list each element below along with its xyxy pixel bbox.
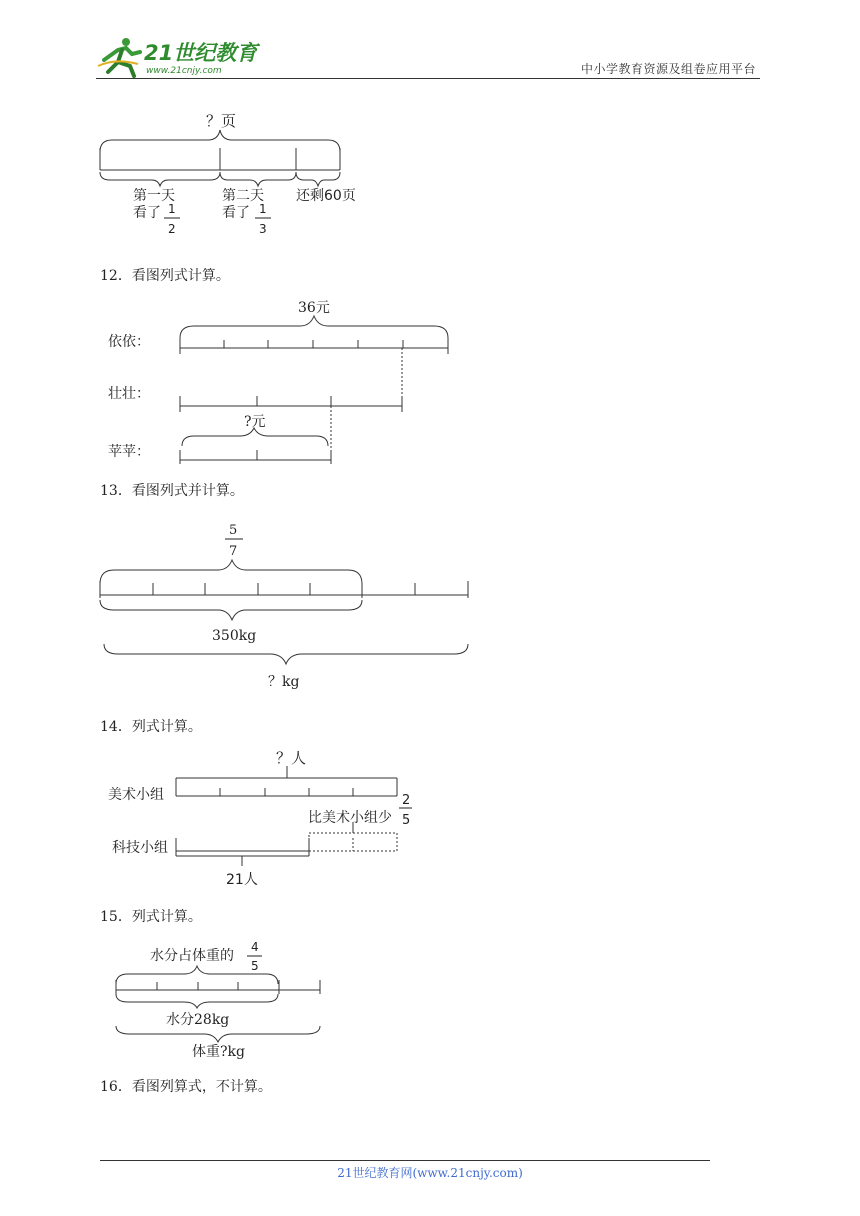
fig13-bottom-brace	[104, 644, 468, 664]
fig12-row3-name: 苹苹：	[108, 444, 150, 460]
figure-15	[116, 966, 320, 1042]
question-15-label: 15．列式计算。	[100, 909, 202, 925]
fig13-frac-den: 7	[229, 544, 238, 559]
fig11-day2-frac-den: 3	[259, 222, 267, 236]
fig15-labels	[150, 940, 262, 1060]
fig13-mid-brace	[100, 600, 362, 620]
fig12-top-brace	[180, 316, 448, 338]
fig11-day1-line2: 看了	[133, 205, 161, 221]
question-14-label: 14．列式计算。	[100, 719, 202, 735]
fig12-row3-label: ?元	[244, 414, 266, 430]
figure-11	[100, 112, 340, 186]
fig11-brace-remain	[296, 172, 340, 186]
logo-text: 21世纪教育	[144, 41, 258, 65]
fig12-pingping-brace	[182, 428, 328, 446]
fig11-day1-line1: 第一天	[133, 188, 175, 204]
figure-13	[100, 560, 468, 664]
fig12-total-label: 36元	[298, 300, 330, 316]
fig14-bottom-label: 21人	[226, 872, 258, 888]
question-16-label: 16．看图列算式，不计算。	[100, 1079, 272, 1095]
fig14-frac-den: 5	[402, 813, 411, 828]
fig11-total-label: ？页	[206, 112, 237, 130]
fig11-labels	[133, 188, 356, 236]
fig11-brace-day1	[100, 172, 220, 186]
fig15-mid-label: 水分28kg	[166, 1012, 230, 1028]
fig13-labels	[212, 523, 299, 690]
fig11-remain-label: 还剩60页	[296, 188, 356, 204]
fig15-frac-num: 4	[251, 940, 259, 954]
fig14-less-label: 比美术小组少	[308, 810, 392, 826]
fig11-day1-frac-den: 2	[168, 222, 176, 236]
fig15-top-label: 水分占体重的	[150, 948, 234, 964]
fig15-bottom-brace	[116, 1026, 320, 1042]
fig13-top-brace	[100, 560, 362, 584]
fig15-frac-den: 5	[251, 959, 259, 973]
fig12-row1-name: 依依：	[108, 334, 150, 350]
fig13-frac-num: 5	[229, 523, 238, 538]
fig11-day2-frac-num: 1	[259, 202, 267, 216]
question-13-label: 13．看图列式并计算。	[100, 483, 244, 499]
footer-rule	[100, 1160, 710, 1161]
fig14-frac-num: 2	[402, 793, 411, 808]
fig14-labels	[108, 749, 412, 888]
figure-12	[180, 316, 448, 464]
fig13-total-label: ？kg	[268, 674, 300, 690]
fig11-day1-frac-num: 1	[168, 202, 176, 216]
fig14-total-label: ？人	[276, 749, 307, 767]
fig15-mid-brace	[116, 994, 278, 1008]
logo-url-text: www.21cnjy.com	[146, 66, 222, 76]
footer-source-text: 21世纪教育网(www.21cnjy.com)	[337, 1166, 523, 1180]
fig11-brace-day2	[220, 172, 296, 186]
fig12-row2-name: 壮壮：	[108, 386, 150, 402]
fig14-row1-name: 美术小组	[108, 787, 164, 803]
fig15-total-label: 体重?kg	[192, 1044, 245, 1060]
header-platform-text: 中小学教育资源及组卷应用平台	[580, 62, 756, 76]
fig11-day2-line1: 第二天	[222, 188, 264, 204]
question-12-label: 12．看图列式计算。	[100, 268, 230, 284]
fig11-day2-line2: 看了	[222, 205, 250, 221]
fig13-mid-label: 350kg	[212, 628, 257, 644]
fig14-row2-name: 科技小组	[112, 840, 168, 856]
